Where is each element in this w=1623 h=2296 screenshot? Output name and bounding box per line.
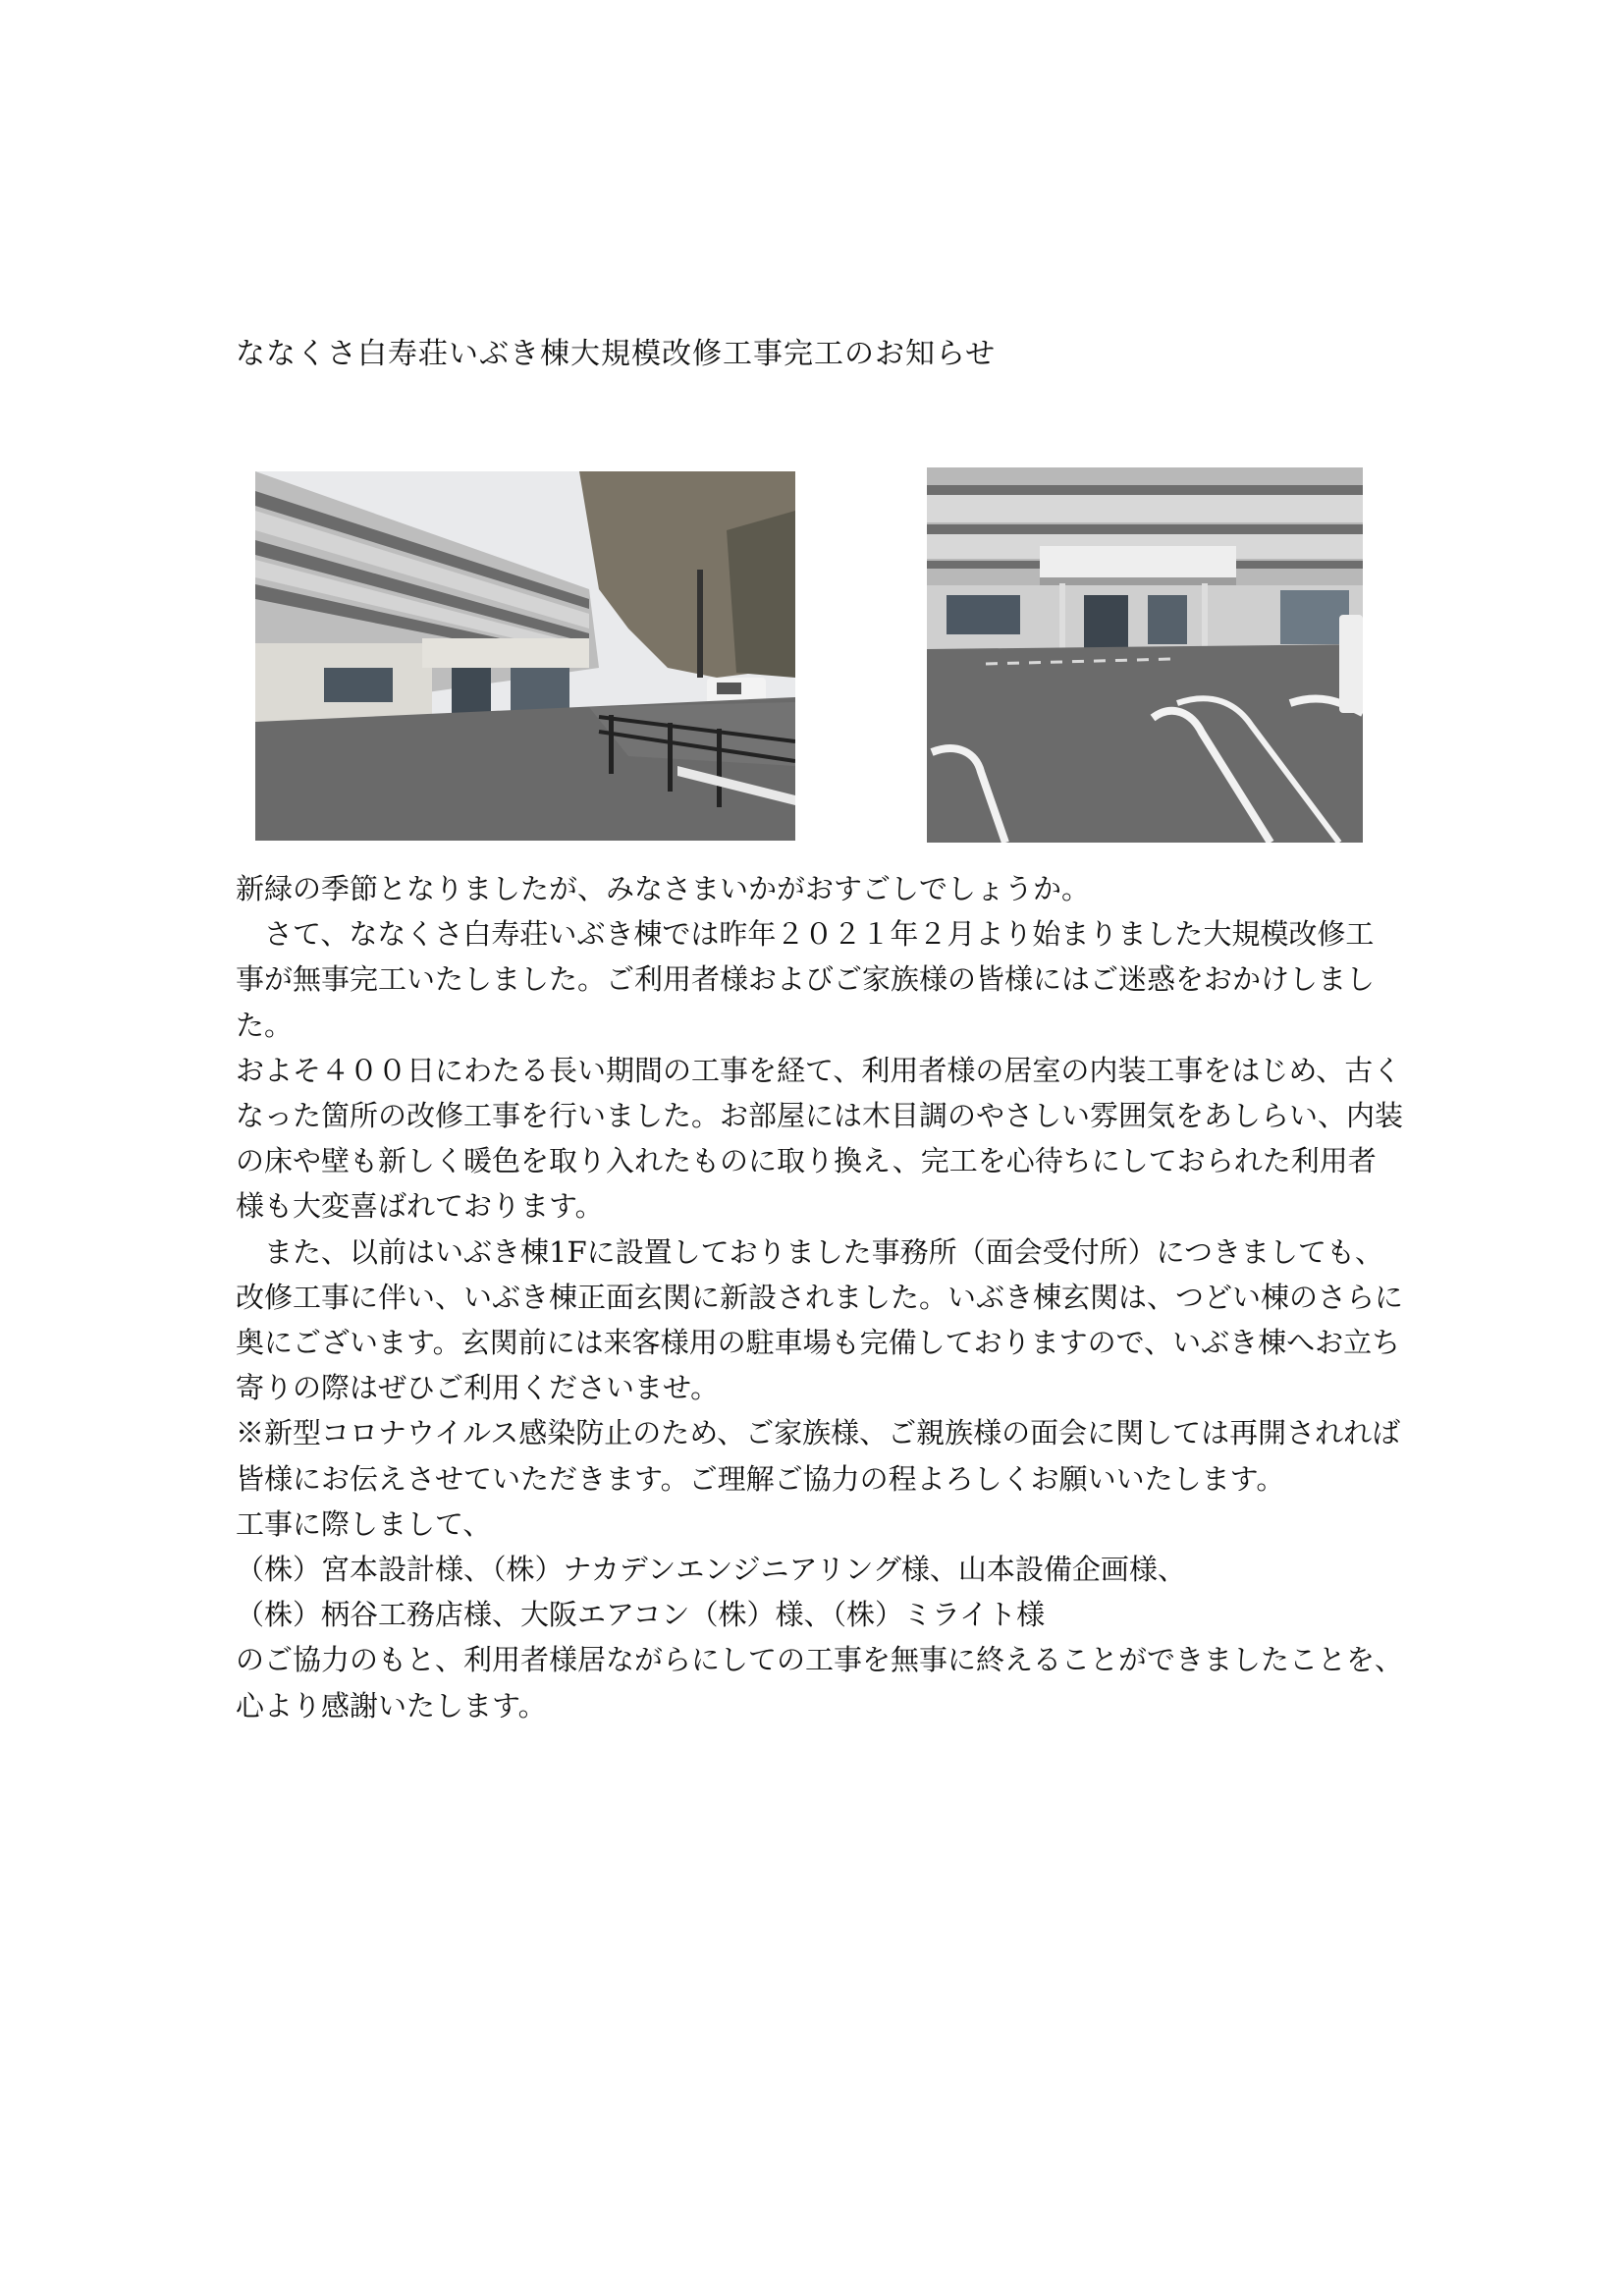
body-text [236, 866, 1404, 1728]
building-entrance-photo [927, 467, 1363, 843]
body-line: ※新型コロナウイルス感染防止のため、ご家族様、ご親族様の面会に関しては再開されれば [236, 1416, 1401, 1450]
body-line: 新緑の季節となりましたが、みなさまいかがおすごしでしょうか。 [236, 872, 1091, 905]
body-line: 心より感謝いたします。 [236, 1688, 547, 1722]
body-line: 奥にございます。玄関前には来客様用の駐車場も完備しておりますので、いぶき棟へお立ち [236, 1326, 1401, 1360]
body-line: （株）柄谷工務店様、大阪エアコン（株）様、（株）ミライト様 [236, 1598, 1046, 1632]
body-line: また、以前はいぶき棟1Fに設置しておりました事務所（面会受付所）につきましても、 [236, 1234, 1383, 1269]
body-line: のご協力のもと、利用者様居ながらにしての工事を無事に終えることができましたことを、 [236, 1643, 1404, 1677]
body-line: およそ４００日にわたる長い期間の工事を経て、利用者様の居室の内装工事をはじめ、古く [236, 1053, 1402, 1087]
body-line: 皆様にお伝えさせていただきます。ご理解ご協力の程よろしくお願いいたします。 [236, 1461, 1285, 1496]
body-line: なった箇所の改修工事を行いました。お部屋には木目調のやさしい雰囲気をあしらい、内装 [236, 1099, 1404, 1133]
body-line: 様も大変喜ばれております。 [236, 1189, 604, 1224]
body-line: さて、ななくさ白寿荘いぶき棟では昨年２０２１年２月より始まりました大規模改修工 [236, 917, 1375, 952]
body-line: 改修工事に伴い、いぶき棟正面玄関に新設されました。いぶき棟玄関は、つどい棟のさらに [236, 1280, 1404, 1314]
body-line: 寄りの際はぜひご利用くださいませ。 [236, 1371, 720, 1405]
body-line: （株）宮本設計様、（株）ナカデンエンジニアリング様、山本設備企画様、 [236, 1553, 1186, 1587]
page-title: ななくさ白寿荘いぶき棟大規模改修工事完工のお知らせ [236, 337, 997, 371]
body-line: 事が無事完工いたしました。ご利用者様およびご家族様の皆様にはご迷惑をおかけしまし [236, 962, 1376, 997]
building-exterior-photo [255, 471, 795, 841]
body-line: 工事に際しまして、 [236, 1506, 492, 1541]
body-line: の床や壁も新しく暖色を取り入れたものに取り換え、完工を心待ちにしておられた利用者 [236, 1144, 1377, 1178]
body-line: た。 [236, 1008, 294, 1042]
